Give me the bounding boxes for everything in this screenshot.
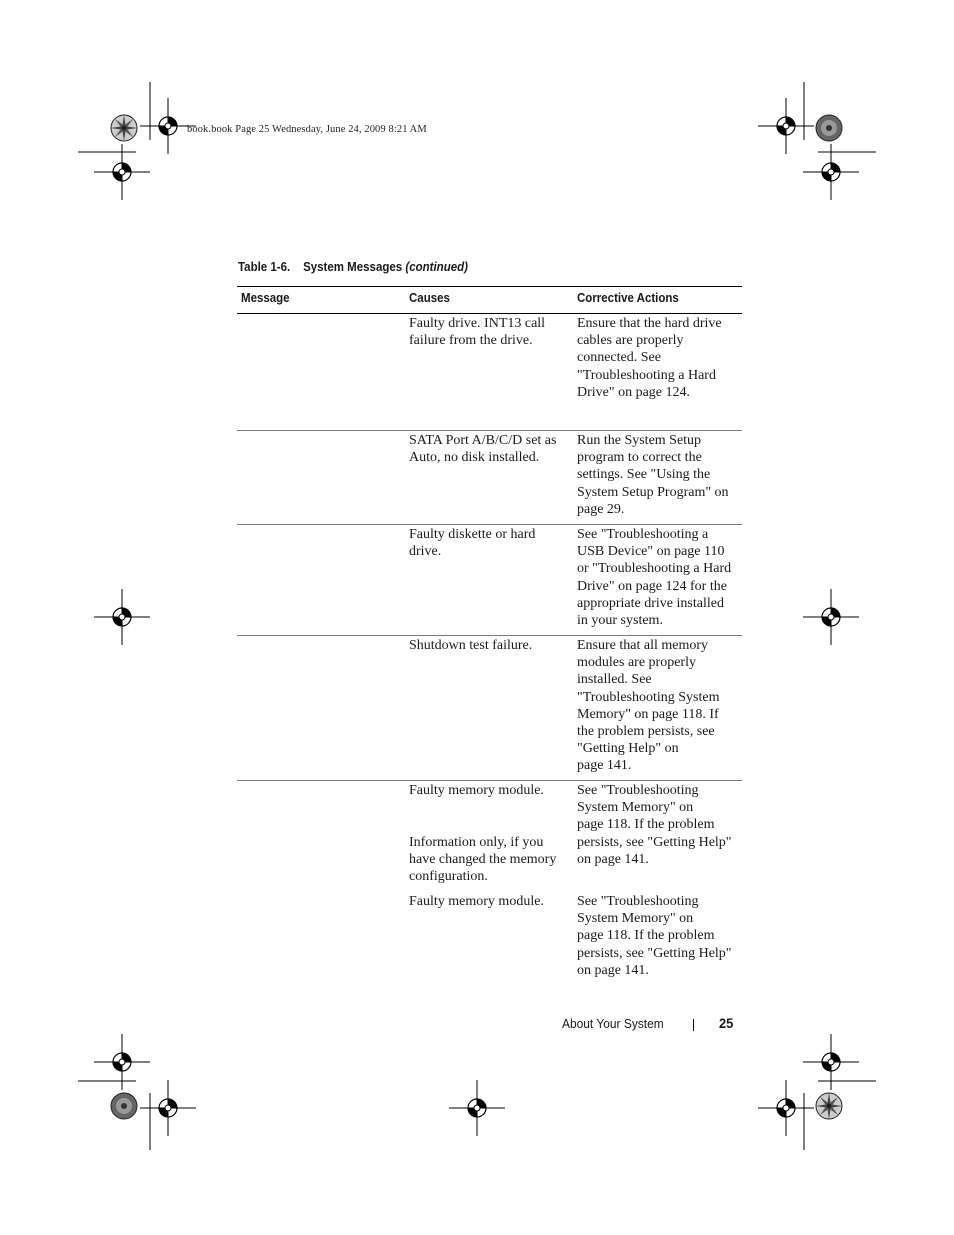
table-row	[237, 431, 742, 525]
action-cell: See "Troubleshooting a USB Device" on page 110 or "Troubleshooting a Hard Drive" on page 124 for the appropriate drive installed in your system.	[577, 527, 732, 629]
header-causes: Causes	[409, 291, 450, 305]
table-caption	[238, 260, 468, 274]
cause-cell: Faulty diskette or hard drive.	[409, 527, 536, 560]
table-row	[237, 636, 742, 781]
page-number: 25	[719, 1015, 734, 1031]
table-row	[237, 525, 742, 636]
header-corrective-actions: Corrective Actions	[577, 291, 679, 305]
header-message: Message	[241, 291, 290, 305]
cause-cell: Shutdown test failure.	[409, 638, 533, 653]
table-row	[237, 314, 742, 431]
cause-cell: Information only, if you have changed the memory configuration.	[409, 835, 557, 885]
action-cell: Run the System Setup program to correct the settings. See "Using the System Setup Program" on page 29.	[577, 433, 729, 517]
action-cell: See "Troubleshooting System Memory" on page 118. If the problem persists, see "Getting Help" on page 141.	[577, 894, 732, 978]
footer-separator	[693, 1019, 694, 1031]
footer-section-title: About Your System	[562, 1016, 664, 1031]
cause-cell: SATA Port A/B/C/D set as Auto, no disk installed.	[409, 433, 557, 466]
action-cell: See "Troubleshooting System Memory" on page 118. If the problem persists, see "Getting Help" on page 141.	[577, 783, 732, 867]
print-slug: book.book Page 25 Wednesday, June 24, 2009 8:21 AM	[187, 124, 427, 135]
table-header-row	[237, 286, 742, 314]
system-messages-table	[237, 286, 742, 986]
table-number: Table 1-6.	[238, 260, 291, 274]
cause-cell: Faulty memory module.	[409, 783, 544, 798]
table-title: System Messages	[303, 260, 406, 274]
cause-cell: Faulty drive. INT13 call failure from the drive.	[409, 316, 546, 349]
continued-label: (continued)	[405, 260, 468, 274]
table-row	[237, 781, 742, 986]
cause-cell: Faulty memory module.	[409, 894, 544, 909]
action-cell: Ensure that all memory modules are properly installed. See "Troubleshooting System Memory" on page 118. If the problem persists, see "Getting Help" on page 141.	[577, 638, 720, 774]
action-cell: Ensure that the hard drive cables are properly connected. See "Troubleshooting a Hard Drive" on page 124.	[577, 316, 722, 400]
